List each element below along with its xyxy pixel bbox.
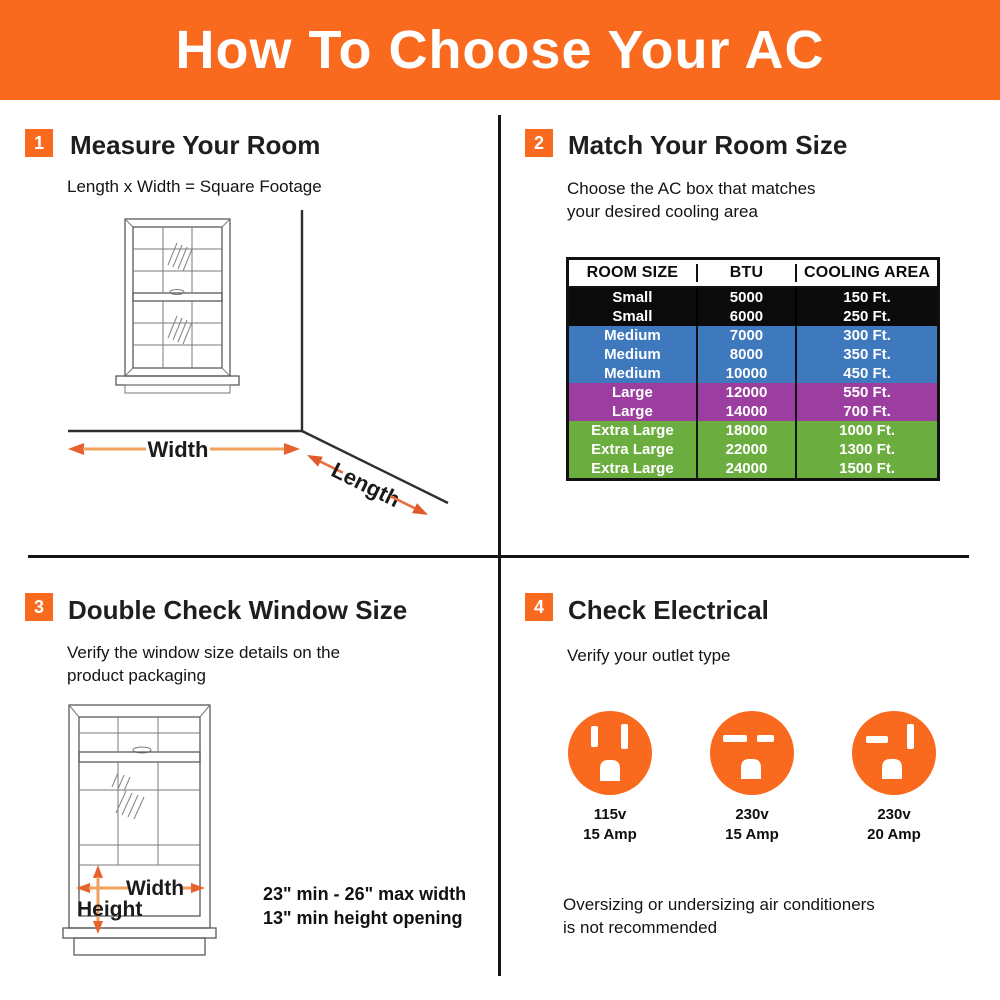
- section-2-subtitle-line1: Choose the AC box that matches: [567, 179, 816, 198]
- window-width-arrow: [76, 877, 205, 900]
- table-cell-area: 350 Ft.: [843, 346, 891, 363]
- step-3-badge: 3: [25, 593, 53, 621]
- table-cell-size: Medium: [569, 345, 698, 364]
- section-2-subtitle: [567, 177, 816, 223]
- table-row: [569, 288, 937, 307]
- width-label: Width: [147, 437, 209, 462]
- table-row: [569, 345, 937, 364]
- table-cell-btu: 6000: [698, 307, 797, 326]
- glass-hatch: [112, 773, 144, 819]
- outlet-voltage: 115v: [593, 806, 627, 823]
- outlet-label: [692, 805, 812, 845]
- sizing-note-line1: Oversizing or undersizing air conditioners: [563, 895, 875, 914]
- column-header-cooling-area: COOLING AREA: [803, 264, 931, 281]
- table-cell-btu: 12000: [698, 383, 797, 402]
- section-4-subtitle: Verify your outlet type: [567, 646, 731, 665]
- outlet-230v-20a-icon: [852, 711, 936, 795]
- btu-table-rows: [569, 288, 937, 478]
- page-title: How To Choose Your AC: [175, 20, 825, 80]
- table-cell-btu: 8000: [698, 345, 797, 364]
- table-row: [569, 383, 937, 402]
- glass-hatch-lower: [168, 316, 192, 344]
- outlet-voltage: 230v: [735, 806, 769, 823]
- outlet-amps: 15 Amp: [725, 826, 779, 843]
- section-1-subtitle: Length x Width = Square Footage: [67, 177, 322, 196]
- table-cell-area: 300 Ft.: [843, 327, 891, 344]
- table-header-row: [569, 260, 937, 288]
- outlet-115v-15a-icon: [568, 711, 652, 795]
- sizing-note: [563, 893, 875, 939]
- section-2-subtitle-line2: your desired cooling area: [567, 202, 758, 221]
- table-cell-area: 150 Ft.: [843, 289, 891, 306]
- table-cell-area: 1000 Ft.: [839, 422, 895, 439]
- table-cell-btu: 5000: [698, 288, 797, 307]
- section-4-title: Check Electrical: [568, 595, 769, 625]
- room-corner-illustration: [30, 210, 500, 540]
- horizontal-divider: [28, 555, 969, 558]
- window-width-label: Width: [125, 877, 185, 900]
- table-cell-size: Extra Large: [569, 440, 698, 459]
- table-cell-size: Extra Large: [569, 421, 698, 440]
- step-2-badge: 2: [525, 129, 553, 157]
- table-cell-size: Large: [569, 383, 698, 402]
- table-cell-btu: 18000: [698, 421, 797, 440]
- table-cell-area: 450 Ft.: [843, 365, 891, 382]
- table-cell-size: Large: [569, 402, 698, 421]
- table-cell-size: Medium: [569, 364, 698, 383]
- section-3-title: Double Check Window Size: [68, 595, 408, 625]
- table-cell-size: Small: [569, 307, 698, 326]
- section-3-subtitle: [67, 641, 340, 687]
- table-row: [569, 326, 937, 345]
- table-cell-area: 550 Ft.: [843, 384, 891, 401]
- outlet-amps: 15 Amp: [583, 826, 637, 843]
- btu-table: [566, 257, 940, 481]
- outlet-label: [834, 805, 954, 845]
- table-cell-btu: 10000: [698, 364, 797, 383]
- step-1-badge: 1: [25, 129, 53, 157]
- outlet-230v-20amp: [834, 711, 954, 845]
- width-arrow: [68, 437, 300, 462]
- outlet-voltage: 230v: [877, 806, 911, 823]
- outlet-115v-15amp: [550, 711, 670, 845]
- table-cell-btu: 7000: [698, 326, 797, 345]
- table-cell-btu: 14000: [698, 402, 797, 421]
- glass-hatch-upper: [168, 243, 192, 271]
- table-cell-size: Medium: [569, 326, 698, 345]
- table-row: [569, 402, 937, 421]
- section-2-title: Match Your Room Size: [568, 130, 848, 160]
- table-cell-area: 250 Ft.: [843, 308, 891, 325]
- window-spec-text: [263, 882, 466, 930]
- table-cell-btu: 22000: [698, 440, 797, 459]
- section-1-title: Measure Your Room: [70, 130, 321, 160]
- section-3-subtitle-line2: product packaging: [67, 666, 206, 685]
- outlet-label: [550, 805, 670, 845]
- outlet-230v-15amp: [692, 711, 812, 845]
- header-banner: [0, 0, 1000, 100]
- outlet-230v-15a-icon: [710, 711, 794, 795]
- table-row: [569, 364, 937, 383]
- table-row: [569, 307, 937, 326]
- table-cell-btu: 24000: [698, 459, 797, 478]
- window-height-label: Height: [77, 898, 143, 921]
- table-cell-size: Small: [569, 288, 698, 307]
- step-4-badge: 4: [525, 593, 553, 621]
- window-spec-line2: 13" min height opening: [263, 908, 463, 928]
- outlet-amps: 20 Amp: [867, 826, 921, 843]
- window-drawing: [116, 219, 239, 393]
- window-spec-line1: 23" min - 26" max width: [263, 884, 467, 904]
- table-row: [569, 421, 937, 440]
- table-row: [569, 459, 937, 478]
- table-cell-area: 1300 Ft.: [839, 441, 895, 458]
- table-row: [569, 440, 937, 459]
- column-header-room-size: ROOM SIZE: [569, 264, 698, 282]
- length-label: Length: [327, 457, 405, 513]
- table-cell-area: 700 Ft.: [843, 403, 891, 420]
- column-header-btu: BTU: [698, 264, 797, 282]
- window-size-illustration: [30, 695, 500, 980]
- section-3-subtitle-line1: Verify the window size details on the: [67, 643, 341, 662]
- sizing-note-line2: is not recommended: [563, 918, 718, 937]
- table-cell-size: Extra Large: [569, 459, 698, 478]
- table-cell-area: 1500 Ft.: [839, 460, 895, 477]
